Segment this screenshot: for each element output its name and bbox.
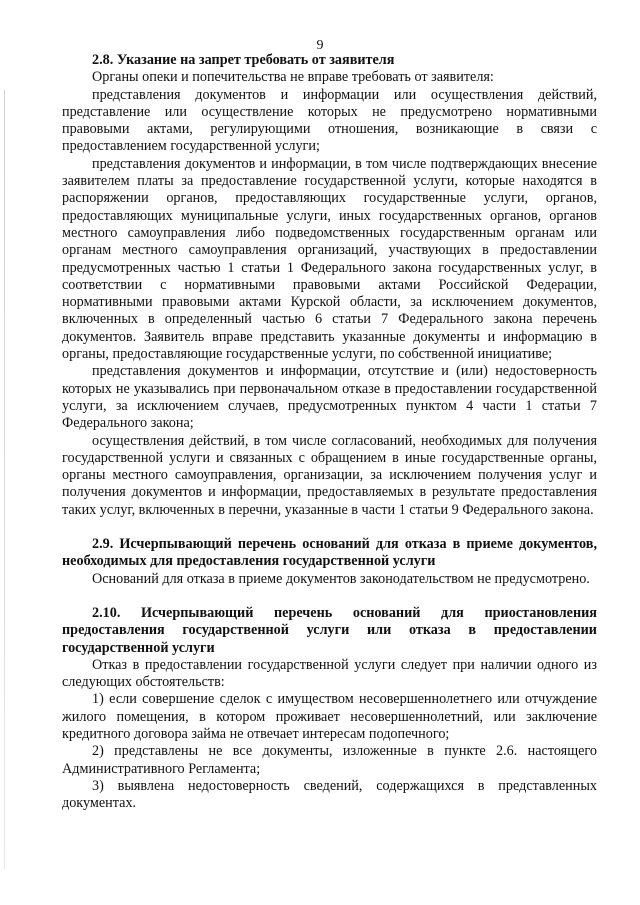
paragraph: Органы опеки и попечительства не вправе требовать от заявителя: [92,69,494,86]
paragraph: осуществления действий, в том числе согласований, необходимых для получения государственной услуги и связанных с обращением в иные государственные органы, органы местного самоуправления, организации, за исключением получения услуг и получения документов и информации, предоставляемых в результате предоставления таких услуг, включенных в перечни, указанные в части 1 статьи 9 Федерального закона. [62,432,597,518]
section-spacer [62,519,597,536]
section-2-9-heading: 2.9. Исчерпывающий перечень оснований для отказа в приеме документов, необходимых для предоставления государственной услуги [62,536,597,570]
paragraph: Оснований для отказа в приеме документов законодательством не предусмотрено. [92,570,590,587]
section-2-10-heading: 2.10. Исчерпывающий перечень оснований для приостановления предоставления государственной услуги или отказа в предоставлении государственной услуги [62,604,597,656]
document-body [62,52,597,812]
section-2-8-heading: 2.8. Указание на запрет требовать от заявителя [92,52,395,68]
paragraph: представления документов и информации, в том числе подтверждающих внесение заявителем платы за предоставление государственной услуги, которые находятся в распоряжении органов, предоставляющих государственные услуги, органов, предоставляющих муниципальные услуги, иных государственных органов, органов местного самоуправления либо подведомственных государственным органам или органам местного самоуправления организаций, участвующих в предоставлении предусмотренных частью 1 статьи 1 Федерального закона государственных услуг, в соответствии с нормативными правовыми актами Российской Федерации, нормативными правовыми актами Курской области, за исключением документов, включенных в определенный частью 6 статьи 7 Федерального закона перечень документов. Заявитель вправе представить указанные документы и информацию в органы, предоставляющие государственные услуги, по собственной инициативе; [62,155,597,363]
paragraph: представления документов и информации, отсутствие и (или) недостоверность которых не указывались при первоначальном отказе в предоставлении государственной услуги, за исключением случаев, предусмотренных пунктом 4 части 1 статьи 7 Федерального закона; [62,363,597,432]
paragraph: представления документов и информации или осуществления действий, представление или осуществление которых не предусмотрено нормативными правовыми актами, регулирующими отношения, возникающие в связи с предоставлением государственной услуги; [62,86,597,155]
list-item: 1) если совершение сделок с имуществом несовершеннолетнего или отчуждение жилого помещения, в котором проживает несовершеннолетний, или заключение кредитного договора займа не отвечает интересам подопечного; [62,691,597,742]
scan-edge-line [4,90,5,870]
list-item: 3) выявлена недостоверность сведений, содержащихся в представленных документах. [62,777,597,812]
paragraph: Отказ в предоставлении государственной услуги следует при наличии одного из следующих обстоятельств: [62,656,597,691]
page-number: 9 [316,38,324,53]
section-spacer [62,588,597,605]
list-item: 2) представлены не все документы, изложенные в пункте 2.6. настоящего Административного Регламента; [62,743,597,777]
